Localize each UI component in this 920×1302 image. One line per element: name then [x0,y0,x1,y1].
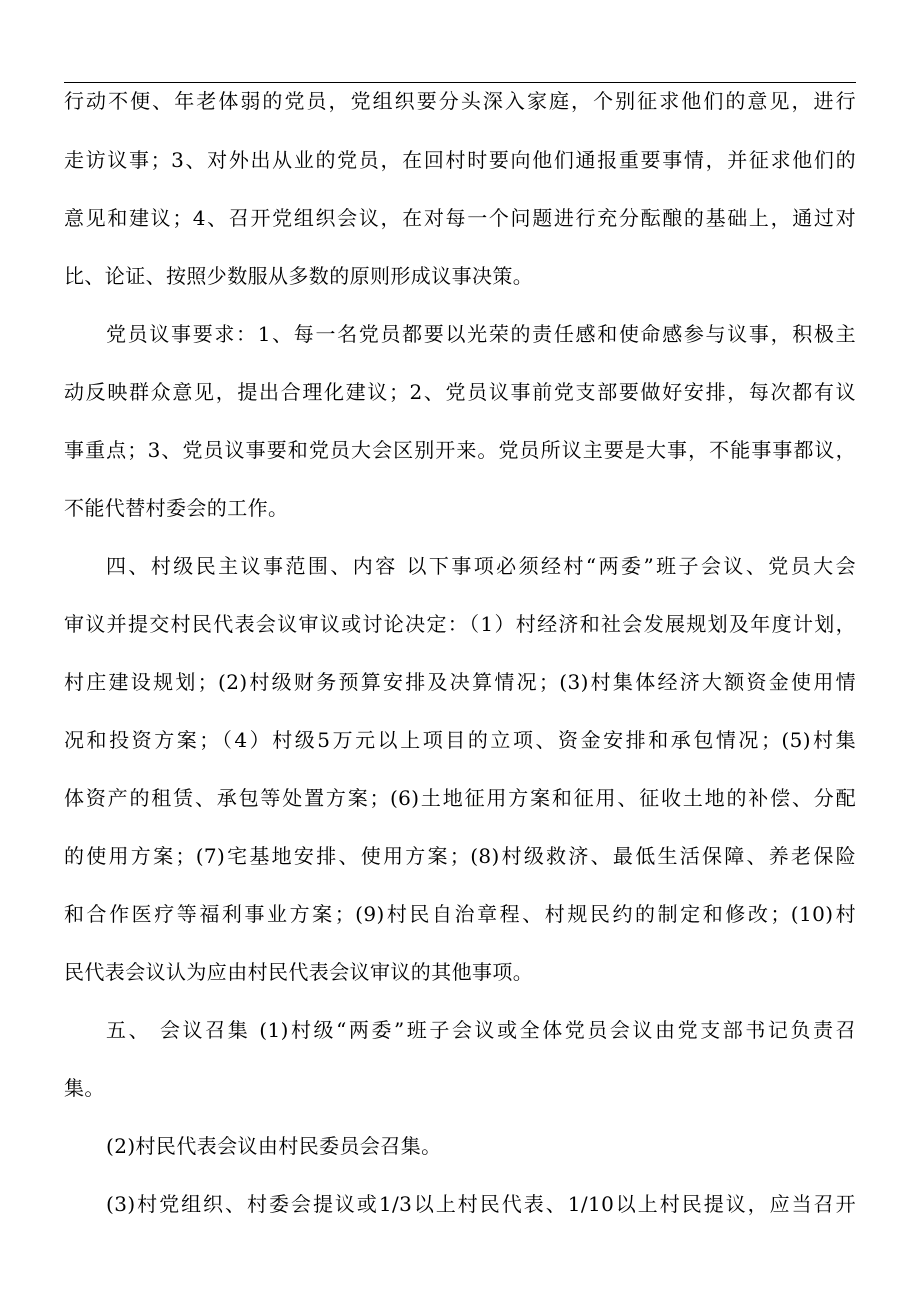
text-line-13: 体资产的租赁、承包等处置方案；(6)土地征用方案和征用、征收土地的补偿、分配 [64,786,856,810]
text-line-18: 集。 [64,1076,105,1100]
header-rule [64,82,856,83]
text-line-3: 意见和建议；4、召开党组织会议，在对每一个问题进行充分酝酿的基础上，通过对 [64,206,856,230]
text-line-12: 况和投资方案；（4）村级5万元以上项目的立项、资金安排和承包情况；(5)村集 [64,728,856,752]
text-line-19: (2)村民代表会议由村民委员会召集。 [106,1134,442,1158]
text-line-5: 党员议事要求：1、每一名党员都要以光荣的责任感和使命感参与议事，积极主 [106,322,856,346]
text-line-2: 走访议事；3、对外出从业的党员，在回村时要向他们通报重要事情，并征求他们的 [64,148,856,172]
text-line-17: 五、 会议召集 (1)村级“两委”班子会议或全体党员会议由党支部书记负责召 [106,1018,856,1042]
text-line-6: 动反映群众意见，提出合理化建议；2、党员议事前党支部要做好安排，每次都有议 [64,380,856,404]
text-line-7: 事重点；3、党员议事要和党员大会区别开来。党员所议主要是大事，不能事事都议， [64,438,856,462]
text-line-14: 的使用方案；(7)宅基地安排、使用方案；(8)村级救济、最低生活保障、养老保险 [64,844,856,868]
text-line-1: 行动不便、年老体弱的党员，党组织要分头深入家庭，个别征求他们的意见，进行 [64,89,856,113]
text-line-11: 村庄建设规划；(2)村级财务预算安排及决算情况；(3)村集体经济大额资金使用情 [64,670,856,694]
text-line-8: 不能代替村委会的工作。 [64,496,289,520]
text-line-10: 审议并提交村民代表会议审议或讨论决定：（1）村经济和社会发展规划及年度计划， [64,612,856,636]
text-line-4: 比、论证、按照少数服从多数的原则形成议事决策。 [64,264,534,288]
text-line-20: (3)村党组织、村委会提议或1/3以上村民代表、1/10以上村民提议，应当召开 [106,1192,856,1216]
text-line-16: 民代表会议认为应由村民代表会议审议的其他事项。 [64,960,534,984]
text-line-15: 和合作医疗等福利事业方案；(9)村民自治章程、村规民约的制定和修改；(10)村 [64,902,856,926]
text-line-9: 四、村级民主议事范围、内容 以下事项必须经村“两委”班子会议、党员大会 [106,554,856,578]
